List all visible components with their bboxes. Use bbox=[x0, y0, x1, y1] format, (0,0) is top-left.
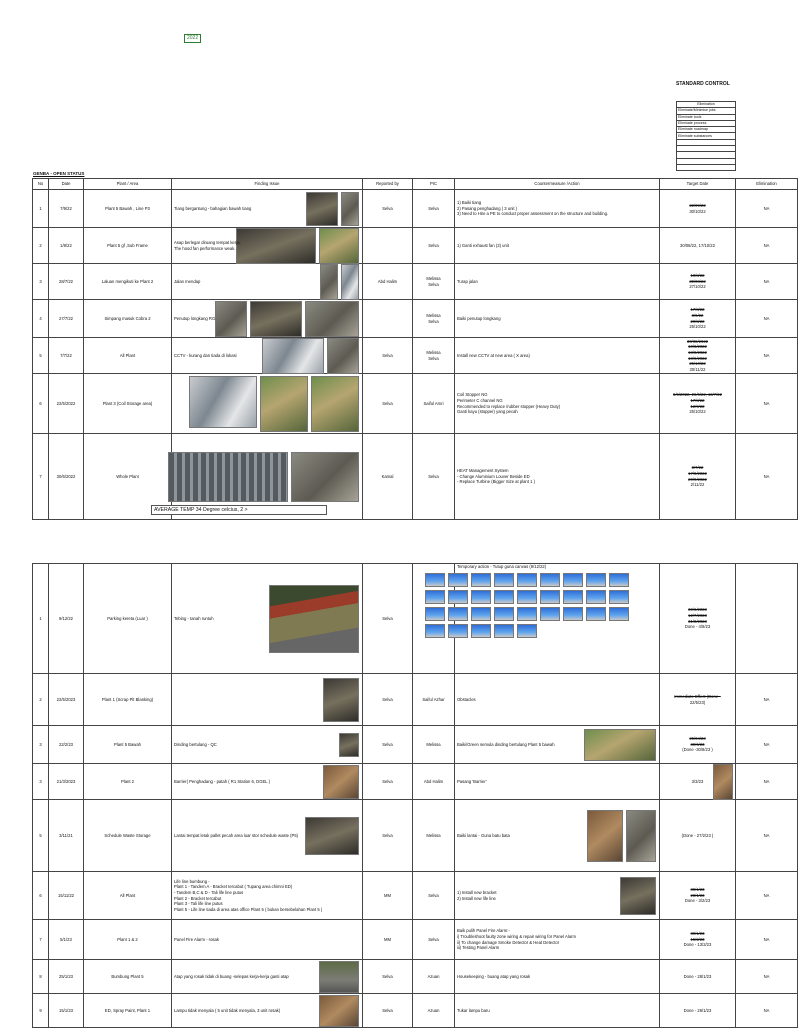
row-area: ED, Spray Paint, Plant 1 bbox=[84, 994, 172, 1028]
canvas-photo-tile bbox=[471, 573, 491, 587]
target-date: 30/08/22 bbox=[689, 278, 706, 284]
row-pic: Saiful Azhar bbox=[413, 674, 455, 726]
canvas-photo-tile bbox=[563, 590, 583, 604]
row-date: 7/7/22 bbox=[49, 338, 84, 374]
target-date: 12/7/2023 bbox=[688, 612, 707, 618]
target-date: 3/7/22 bbox=[691, 465, 704, 471]
row-action bbox=[455, 994, 660, 1028]
row-area: Plant 2 bbox=[84, 764, 172, 800]
row-elimination: NA bbox=[736, 726, 798, 764]
header-countermeasure: Countermeasure /Action bbox=[455, 179, 660, 190]
row-reported: Selva bbox=[363, 726, 413, 764]
target-date: Immediate Effect (Done - bbox=[674, 693, 721, 699]
row-elimination: NA bbox=[736, 994, 798, 1028]
row-date: 28/7/22 bbox=[49, 264, 84, 300]
canvas-photo-tile bbox=[563, 607, 583, 621]
row-no: 3 bbox=[33, 264, 49, 300]
row-pic: Selva bbox=[413, 228, 455, 264]
site-photo bbox=[311, 376, 359, 432]
row-issue bbox=[172, 228, 363, 264]
row-date: 7/9/22 bbox=[49, 190, 84, 228]
canvas-photo-tile bbox=[586, 607, 606, 621]
std-cell: Eliminate substances bbox=[677, 133, 736, 139]
row-date: 1/8/22 bbox=[49, 228, 84, 264]
row-elimination: NA bbox=[736, 434, 798, 520]
canvas-photo-tile bbox=[494, 607, 514, 621]
issue-text: Life line bumbung - Plant 1 - Tandem A - Bracket tercabut ( Tupang area chimni ED) - Tandem B,C & D - Tali life line putus Plant 2 - Bracket tercabut Plant 3 - Tali life line putus Plant 5 - Life line tiada di area atas office Plant 5 ( bukan bersebelahan Plant 5 ) bbox=[174, 878, 323, 912]
table-row bbox=[33, 338, 798, 374]
section-title: GENBA - OPEN STATUS bbox=[33, 171, 85, 176]
row-no: 7 bbox=[33, 920, 49, 960]
row-no: 5 bbox=[33, 338, 49, 374]
table-row bbox=[33, 764, 798, 800]
canvas-photo-tile bbox=[586, 573, 606, 587]
site-photo bbox=[323, 678, 359, 722]
row-action bbox=[455, 674, 660, 726]
row-reported: Selva bbox=[363, 800, 413, 872]
target-date: 25/10/22 bbox=[689, 324, 706, 330]
target-date: 30/10/22 bbox=[689, 208, 706, 214]
target-date: 18/9/2022 bbox=[688, 355, 707, 361]
row-reported: Selva bbox=[363, 674, 413, 726]
canvas-photo-tile bbox=[494, 624, 514, 638]
row-elimination: NA bbox=[736, 264, 798, 300]
target-date: 17/8/22 bbox=[690, 307, 705, 313]
action-text: Baik pulih Panel Fire Alarm:- i) Troubleshoot faulty zone wiring & repair wiring for Panel Alarm ii) To change damage Smoke Detector & Heat Detector iii) Testing Panel Alarm bbox=[457, 928, 576, 951]
row-issue bbox=[172, 264, 363, 300]
row-issue bbox=[172, 374, 363, 434]
target-date: 20/9/2022 bbox=[688, 476, 707, 482]
action-text: Baiki lantai - Guna batu bata bbox=[457, 832, 510, 838]
row-pic: Melissa Selva bbox=[413, 300, 455, 338]
row-no: 6 bbox=[33, 872, 49, 920]
row-issue bbox=[172, 764, 363, 800]
site-photo bbox=[168, 452, 288, 502]
row-no: 3 bbox=[33, 726, 49, 764]
row-target bbox=[660, 300, 736, 338]
canvas-photo-mosaic bbox=[425, 573, 637, 638]
row-action bbox=[455, 434, 660, 520]
row-target bbox=[660, 564, 736, 674]
row-action bbox=[455, 764, 660, 800]
canvas-photo-tile bbox=[609, 607, 629, 621]
open-status-table bbox=[32, 178, 798, 520]
target-date: 8/9/22 bbox=[691, 312, 704, 318]
canvas-photo-tile bbox=[517, 624, 537, 638]
row-pic: Abd Halim bbox=[413, 764, 455, 800]
row-target bbox=[660, 434, 736, 520]
row-date: 30/6/2022 bbox=[49, 434, 84, 520]
target-date: 2/11/22 bbox=[690, 482, 705, 488]
site-photo bbox=[189, 376, 257, 428]
row-action bbox=[455, 920, 660, 960]
row-action bbox=[455, 338, 660, 374]
canvas-photo-tile bbox=[563, 573, 583, 587]
table-row bbox=[33, 374, 798, 434]
issue-text: Lampu tidak menyala ( 5 unit tidak menyala, 3 unit rosak) bbox=[174, 1007, 281, 1013]
std-cell: Eliminate tools bbox=[677, 114, 736, 120]
row-pic: Azuan bbox=[413, 994, 455, 1028]
row-action bbox=[455, 300, 660, 338]
header-finding: Finding Issue bbox=[172, 179, 363, 190]
std-cell: Eliminate/Minimise jobs bbox=[677, 108, 736, 114]
canvas-photo-tile bbox=[471, 590, 491, 604]
canvas-photo-tile bbox=[425, 607, 445, 621]
row-elimination: NA bbox=[736, 764, 798, 800]
row-elimination: NA bbox=[736, 374, 798, 434]
row-area: Plant 3 (Coil Storage area) bbox=[84, 374, 172, 434]
row-date: 21/3/2023 bbox=[49, 764, 84, 800]
issue-text: CCTV - kurang dan tiada di lokasi bbox=[174, 352, 237, 358]
row-target bbox=[660, 764, 736, 800]
row-area: All Plant bbox=[84, 338, 172, 374]
issue-text: Tiang bergantung - bahagian bawah tiang bbox=[174, 205, 252, 211]
row-date: 15/11/22 bbox=[49, 872, 84, 920]
table-row bbox=[33, 434, 798, 520]
row-elimination: NA bbox=[736, 960, 798, 994]
action-text: 1) Install new bracket 2) Install new life line bbox=[457, 889, 497, 901]
action-text: Housekeeping - buang atap yang rosak bbox=[457, 973, 531, 979]
canvas-photo-tile bbox=[540, 590, 560, 604]
row-pic: Selva bbox=[413, 434, 455, 520]
action-text: Turap jalan bbox=[457, 278, 478, 284]
target-date: 30/1/23 bbox=[690, 931, 705, 937]
row-no: 7 bbox=[33, 434, 49, 520]
row-area: Parking kereta (Luar ) bbox=[84, 564, 172, 674]
row-elimination bbox=[736, 564, 798, 674]
row-target bbox=[660, 726, 736, 764]
row-action bbox=[455, 374, 660, 434]
row-issue bbox=[172, 338, 363, 374]
table-row bbox=[33, 674, 798, 726]
action-text: Tukar lampu baru bbox=[457, 1007, 490, 1013]
row-no: 1 bbox=[33, 564, 49, 674]
target-date: (Done -30/8/23 ) bbox=[682, 747, 713, 753]
issue-text: Dinding bertulang - QC bbox=[174, 741, 217, 747]
action-text: Baiki/Green semula dinding bertulang Plant 5 bawah bbox=[457, 741, 555, 747]
row-area: Simpang masuk Cobra 2 bbox=[84, 300, 172, 338]
row-no: 2 bbox=[33, 228, 49, 264]
target-date: 10/8/22 bbox=[690, 273, 705, 279]
row-date: 22/2/23 bbox=[49, 726, 84, 764]
table-row bbox=[33, 300, 798, 338]
row-date: 22/5/2023 bbox=[49, 674, 84, 726]
row-reported bbox=[363, 300, 413, 338]
std-cell: Elimination bbox=[677, 102, 736, 108]
std-cell: Eliminate process bbox=[677, 120, 736, 126]
row-no: 4 bbox=[33, 300, 49, 338]
row-pic: Selva bbox=[413, 190, 455, 228]
target-date: Done - 4/8/23 bbox=[684, 624, 711, 630]
row-area: Plant 5 gf ,Sub Frame bbox=[84, 228, 172, 264]
action-text: Pasang 'Barrier' bbox=[457, 778, 487, 784]
standard-control-title: STANDARD CONTROL bbox=[676, 81, 730, 87]
row-elimination: NA bbox=[736, 228, 798, 264]
row-reported: Selva bbox=[363, 338, 413, 374]
target-date: 22/5/23) bbox=[689, 699, 706, 705]
row-elimination: NA bbox=[736, 920, 798, 960]
row-issue bbox=[172, 564, 363, 674]
canvas-photo-tile bbox=[540, 607, 560, 621]
table-header-row bbox=[33, 179, 798, 190]
target-date: Done - 3/2/23 bbox=[684, 898, 711, 904]
canvas-photo-tile bbox=[517, 590, 537, 604]
canvas-photo-tile bbox=[471, 607, 491, 621]
std-cell: Eliminate roadmap bbox=[677, 127, 736, 133]
row-area: Schedule Waste Storage bbox=[84, 800, 172, 872]
action-text: HEAT Management System - Change Aluminium Louver Beside ED - Replace Turbine (Bigger Size at plant 1 ) bbox=[457, 468, 535, 485]
canvas-photo-tile bbox=[609, 590, 629, 604]
row-action bbox=[455, 190, 660, 228]
row-reported: Abd Halim bbox=[363, 264, 413, 300]
row-area: Bumbung Plant 5 bbox=[84, 960, 172, 994]
table-row bbox=[33, 960, 798, 994]
row-no: 5 bbox=[33, 800, 49, 872]
row-issue bbox=[172, 960, 363, 994]
row-reported: Selva bbox=[363, 374, 413, 434]
table-row bbox=[33, 726, 798, 764]
average-temp-note: AVERAGE TEMP 34 Degree celcius, 2 > bbox=[151, 505, 327, 515]
target-date: 30/11/22 bbox=[689, 366, 706, 372]
row-date: 25/1/23 bbox=[49, 960, 84, 994]
canvas-photo-tile bbox=[448, 590, 468, 604]
row-pic: Melissa Selva bbox=[413, 264, 455, 300]
row-elimination: NA bbox=[736, 190, 798, 228]
row-issue bbox=[172, 300, 363, 338]
standard-control-box bbox=[676, 101, 736, 171]
row-target bbox=[660, 994, 736, 1028]
row-issue bbox=[172, 920, 363, 960]
row-reported: Selva bbox=[363, 994, 413, 1028]
canvas-photo-tile bbox=[425, 573, 445, 587]
target-date: 25/04/23 bbox=[689, 736, 706, 742]
row-issue bbox=[172, 726, 363, 764]
canvas-photo-tile bbox=[471, 624, 491, 638]
issue-text: Jalan mendap bbox=[174, 278, 201, 284]
row-area: Plant 5 Bawah bbox=[84, 726, 172, 764]
canvas-photo-tile bbox=[586, 590, 606, 604]
row-action bbox=[455, 264, 660, 300]
row-elimination: NA bbox=[736, 338, 798, 374]
row-pic: Selva bbox=[413, 920, 455, 960]
canvas-photo-tile bbox=[425, 624, 445, 638]
target-date: 31/8/2023 bbox=[688, 618, 707, 624]
row-pic: Melissa bbox=[413, 800, 455, 872]
row-reported: Kamal bbox=[363, 434, 413, 520]
year-tag: 2022 bbox=[184, 34, 201, 43]
row-area: All Plant bbox=[84, 872, 172, 920]
row-pic: Melissa Selva bbox=[413, 338, 455, 374]
row-pic: Melissa bbox=[413, 726, 455, 764]
target-date: (Done - 27/2/23 ) bbox=[681, 832, 714, 838]
target-date: 28/1/23 bbox=[690, 892, 705, 898]
row-pic: Azuan bbox=[413, 960, 455, 994]
row-reported: Selva bbox=[363, 764, 413, 800]
row-area: Plant 1 (Scrap Pit Blanking) bbox=[84, 674, 172, 726]
row-issue bbox=[172, 674, 363, 726]
canvas-photo-tile bbox=[494, 573, 514, 587]
row-issue bbox=[172, 800, 363, 872]
row-date: 27/7/22 bbox=[49, 300, 84, 338]
table-row bbox=[33, 872, 798, 920]
row-issue bbox=[172, 994, 363, 1028]
issue-text: Tebing - tanah runtuh bbox=[174, 615, 214, 621]
target-date: 17/8/2022 bbox=[688, 470, 707, 476]
table-row bbox=[33, 564, 798, 674]
row-pic: Selva bbox=[413, 872, 455, 920]
target-date: 25/10/22 bbox=[689, 361, 706, 367]
table-row bbox=[33, 190, 798, 228]
target-date: 10/8/2022 bbox=[688, 344, 707, 350]
target-date: 15/2/23 bbox=[690, 936, 705, 942]
action-text: 1) Ganti exhaust fan (3) unit bbox=[457, 242, 509, 248]
target-date: 18/8/2022 bbox=[688, 349, 707, 355]
row-elimination: NA bbox=[736, 674, 798, 726]
target-date: 25/10/22 bbox=[689, 409, 706, 415]
row-date: 3/11/21 bbox=[49, 800, 84, 872]
canvas-photo-tile bbox=[517, 573, 537, 587]
row-date: 9/12/22 bbox=[49, 564, 84, 674]
row-area: Whole Plant bbox=[84, 434, 172, 520]
target-date: 30/08/2022 bbox=[687, 338, 708, 344]
canvas-photo-tile bbox=[494, 590, 514, 604]
row-action bbox=[455, 800, 660, 872]
target-date: Done - 13/2/23 bbox=[683, 942, 712, 948]
issue-text: Barrier( Penghadang - patah ( R1 Station 6, DGEL ) bbox=[174, 778, 270, 784]
issue-text: Panel Fire Alarm - rosak bbox=[174, 936, 219, 942]
target-date: 12/9/22 bbox=[690, 403, 705, 409]
canvas-photo-tile bbox=[448, 607, 468, 621]
row-reported bbox=[363, 228, 413, 264]
row-no: 2 bbox=[33, 674, 49, 726]
table-row bbox=[33, 994, 798, 1028]
issue-text: Atap yang rosak tidak di buang -selepas kerja-kerja ganti atap bbox=[174, 973, 289, 979]
row-elimination: NA bbox=[736, 872, 798, 920]
row-area: Laluan mengikuti ke Plant 2 bbox=[84, 264, 172, 300]
table-row bbox=[33, 264, 798, 300]
row-no: 1 bbox=[33, 190, 49, 228]
target-date: 6/6/2022, 26/6/22, 13/7/22 bbox=[673, 392, 722, 398]
std-row bbox=[677, 164, 736, 170]
target-date: 3/3/23 bbox=[691, 778, 704, 784]
canvas-photo-tile bbox=[448, 624, 468, 638]
row-reported: Selva bbox=[363, 564, 413, 674]
header-pic: PIC bbox=[413, 179, 455, 190]
canvas-photo-tile bbox=[425, 590, 445, 604]
canvas-photo-tile bbox=[517, 607, 537, 621]
row-reported: Selva bbox=[363, 960, 413, 994]
row-target bbox=[660, 872, 736, 920]
action-text: Baiki penutup longkang bbox=[457, 315, 501, 321]
row-reported: Selva bbox=[363, 190, 413, 228]
issue-text: Lantai tempat letak pallet pecah area luar stor schedule waste (P5) bbox=[174, 832, 299, 838]
row-action bbox=[455, 960, 660, 994]
row-issue bbox=[172, 872, 363, 920]
row-area: Plant 5 Bawah , Line P3 bbox=[84, 190, 172, 228]
target-date: 30/1/23 bbox=[690, 887, 705, 893]
target-date: 17/8/22 bbox=[690, 397, 705, 403]
open-status-table-2 bbox=[32, 563, 798, 1028]
header-area: Plant / Area bbox=[84, 179, 172, 190]
row-target bbox=[660, 960, 736, 994]
target-date: Done - 28/1/23 bbox=[683, 973, 712, 979]
row-date: 22/5/2022 bbox=[49, 374, 84, 434]
action-text: Install new CCTV at new area ( X area) bbox=[457, 352, 530, 358]
canvas-photo-tile bbox=[448, 573, 468, 587]
action-text: Coil Stopper NG Perimeter C channel NG Recommended to replace /rubber stopper (Heavy Duty) Ganti kayu (stopper) yang pecah bbox=[457, 392, 561, 415]
target-date: Done - 26/1/23 bbox=[683, 1007, 712, 1013]
row-elimination: NA bbox=[736, 300, 798, 338]
site-photo bbox=[291, 452, 359, 502]
row-area: Plant 1 & 2 bbox=[84, 920, 172, 960]
target-date: 27/10/22 bbox=[689, 284, 706, 290]
canvas-photo-tile bbox=[609, 573, 629, 587]
row-pic: Saiful Amri bbox=[413, 374, 455, 434]
table-row bbox=[33, 800, 798, 872]
issue-text: Asap berlegar diruang tempat kerja, The hood fan performance weak. bbox=[174, 239, 241, 251]
row-issue bbox=[172, 190, 363, 228]
row-no: 3 bbox=[33, 764, 49, 800]
header-elimination: Elimination bbox=[736, 179, 798, 190]
action-text: Obstacles bbox=[457, 696, 476, 702]
target-date: 20/8/22 bbox=[690, 318, 705, 324]
action-text: 1) Baiki tiang 2) Pasang penghadang ( 3 unit ) 3) Need to Hire a PE to conduct proper assessment on the structure and building. bbox=[457, 200, 609, 217]
target-date: 30/6/2023 bbox=[688, 607, 707, 613]
table-row bbox=[33, 920, 798, 960]
row-reported: MM bbox=[363, 920, 413, 960]
row-target bbox=[660, 920, 736, 960]
target-date: 30/08/22, 17/10/22 bbox=[680, 242, 715, 248]
header-no: No bbox=[33, 179, 49, 190]
row-target bbox=[660, 800, 736, 872]
row-action bbox=[455, 872, 660, 920]
row-date: 15/1/23 bbox=[49, 994, 84, 1028]
canvas-photo-tile bbox=[540, 573, 560, 587]
row-target bbox=[660, 338, 736, 374]
site-photo bbox=[713, 764, 733, 800]
header-date: Date bbox=[49, 179, 84, 190]
target-date: 22/09/22 bbox=[689, 202, 706, 208]
std-cell bbox=[677, 164, 736, 170]
row-no: 6 bbox=[33, 374, 49, 434]
row-target bbox=[660, 264, 736, 300]
row-date: 5/1/23 bbox=[49, 920, 84, 960]
row-elimination: NA bbox=[736, 800, 798, 872]
issue-text: Penutup longkang RG bbox=[174, 315, 216, 321]
site-photo bbox=[260, 376, 308, 432]
row-action bbox=[455, 726, 660, 764]
row-target bbox=[660, 228, 736, 264]
row-action bbox=[455, 228, 660, 264]
row-no: 9 bbox=[33, 994, 49, 1028]
header-target: Target Date bbox=[660, 179, 736, 190]
table-row bbox=[33, 228, 798, 264]
row-target bbox=[660, 374, 736, 434]
header-reported: Reported by bbox=[363, 179, 413, 190]
row-no: 8 bbox=[33, 960, 49, 994]
row-target bbox=[660, 190, 736, 228]
row-reported: MM bbox=[363, 872, 413, 920]
action-text: Temporary action - Tutup guna canvas (9/12/22) bbox=[457, 564, 547, 569]
row-target bbox=[660, 674, 736, 726]
target-date: 30/6/23 bbox=[690, 741, 705, 747]
